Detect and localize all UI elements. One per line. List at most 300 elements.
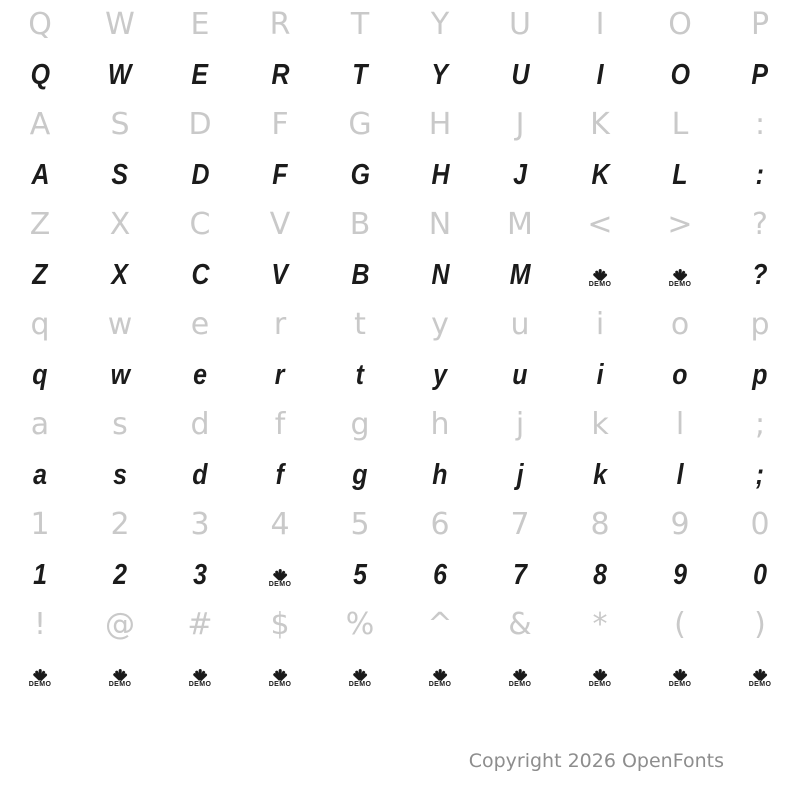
glyph-cell <box>480 200 560 250</box>
glyph-cell <box>480 450 560 500</box>
glyph: 0 <box>753 558 767 591</box>
glyph-cell <box>560 400 640 450</box>
glyph-cell <box>80 50 160 100</box>
glyph-cell <box>480 300 560 350</box>
glyph-cell <box>480 550 560 600</box>
glyph: ) <box>754 607 766 642</box>
glyph-cell <box>560 600 640 650</box>
glyph: ^ <box>427 607 453 642</box>
demo-stamp-icon <box>267 662 293 688</box>
glyph-cell <box>720 300 800 350</box>
glyph-cell <box>400 100 480 150</box>
glyph: w <box>110 358 130 391</box>
glyph-cell <box>400 50 480 100</box>
glyph-cell <box>400 650 480 700</box>
glyph-cell <box>560 250 640 300</box>
glyph-cell <box>160 650 240 700</box>
glyph: J <box>513 158 527 191</box>
glyph: E <box>191 58 209 91</box>
demo-burst-icon <box>590 267 610 280</box>
glyph-cell <box>720 350 800 400</box>
glyph: N <box>430 258 450 291</box>
glyph: r <box>273 307 287 342</box>
demo-burst-icon <box>750 667 770 680</box>
glyph: s <box>112 407 128 442</box>
demo-burst-icon <box>270 567 290 580</box>
glyph-cell <box>560 350 640 400</box>
glyph: l <box>675 407 685 442</box>
demo-stamp-label: DEMO <box>108 681 132 688</box>
demo-stamp-label: DEMO <box>28 681 52 688</box>
glyph: i <box>596 358 604 391</box>
demo-stamp-icon <box>507 662 533 688</box>
glyph-cell <box>720 500 800 550</box>
glyph-cell <box>560 450 640 500</box>
glyph-cell <box>240 200 320 250</box>
glyph: 6 <box>433 558 447 591</box>
glyph: y <box>431 307 449 342</box>
glyph-cell <box>320 250 400 300</box>
glyph-cell <box>80 300 160 350</box>
demo-burst-icon <box>270 667 290 680</box>
glyph-cell <box>480 600 560 650</box>
glyph: 9 <box>670 507 690 542</box>
glyph: Z <box>29 207 51 242</box>
glyph: k <box>593 458 607 491</box>
glyph-cell <box>240 400 320 450</box>
glyph-cell <box>560 200 640 250</box>
glyph: * <box>592 607 608 642</box>
glyph: h <box>430 407 450 442</box>
glyph: y <box>433 358 447 391</box>
glyph: O <box>670 58 690 91</box>
demo-stamp-label: DEMO <box>668 681 692 688</box>
glyph-cell <box>640 550 720 600</box>
glyph-cell <box>720 100 800 150</box>
glyph-cell <box>560 150 640 200</box>
glyph: Y <box>430 7 450 42</box>
glyph: X <box>111 258 129 291</box>
glyph-cell <box>160 50 240 100</box>
glyph-cell <box>80 650 160 700</box>
glyph: V <box>271 258 289 291</box>
glyph: 4 <box>270 507 290 542</box>
glyph-cell <box>240 300 320 350</box>
glyph-cell <box>400 0 480 50</box>
glyph: 6 <box>430 507 450 542</box>
glyph-cell <box>240 250 320 300</box>
glyph: G <box>350 158 370 191</box>
glyph: ; <box>755 458 765 491</box>
demo-stamp-icon <box>187 662 213 688</box>
glyph-cell <box>0 50 80 100</box>
demo-stamp-label: DEMO <box>508 681 532 688</box>
glyph-cell <box>560 0 640 50</box>
glyph: N <box>428 207 452 242</box>
demo-burst-icon <box>190 667 210 680</box>
glyph-cell <box>400 400 480 450</box>
glyph: J <box>515 107 525 142</box>
glyph-cell <box>480 500 560 550</box>
glyph-cell <box>720 400 800 450</box>
glyph-cell <box>640 500 720 550</box>
glyph-cell <box>0 100 80 150</box>
glyph: P <box>751 58 769 91</box>
glyph: 5 <box>353 558 367 591</box>
glyph: ; <box>754 407 766 442</box>
glyph: l <box>676 458 684 491</box>
glyph-cell <box>0 450 80 500</box>
demo-burst-icon <box>590 667 610 680</box>
glyph-cell <box>720 0 800 50</box>
glyph-cell <box>560 300 640 350</box>
demo-stamp-label: DEMO <box>668 281 692 288</box>
glyph: 1 <box>30 507 50 542</box>
glyph-cell <box>400 550 480 600</box>
glyph: L <box>672 158 688 191</box>
glyph-cell <box>480 0 560 50</box>
glyph: @ <box>105 607 135 642</box>
glyph-cell <box>320 650 400 700</box>
glyph-cell <box>160 500 240 550</box>
demo-stamp-label: DEMO <box>268 581 292 588</box>
glyph-cell <box>400 200 480 250</box>
glyph-cell <box>240 600 320 650</box>
glyph-cell <box>80 550 160 600</box>
glyph: u <box>512 358 528 391</box>
glyph: U <box>509 7 531 42</box>
glyph: & <box>508 607 532 642</box>
glyph-cell <box>400 250 480 300</box>
glyph-cell <box>640 50 720 100</box>
glyph: H <box>430 158 450 191</box>
glyph-cell <box>720 450 800 500</box>
demo-stamp-label: DEMO <box>348 681 372 688</box>
glyph-cell <box>320 50 400 100</box>
glyph: p <box>750 307 770 342</box>
glyph: 9 <box>673 558 687 591</box>
glyph-cell <box>560 650 640 700</box>
glyph: P <box>750 7 770 42</box>
glyph-cell <box>480 400 560 450</box>
glyph: R <box>270 58 290 91</box>
demo-burst-icon <box>110 667 130 680</box>
glyph: T <box>352 58 368 91</box>
glyph-cell <box>160 250 240 300</box>
glyph: u <box>510 307 530 342</box>
glyph: q <box>32 358 48 391</box>
glyph: w <box>107 307 133 342</box>
glyph: 5 <box>350 507 370 542</box>
demo-stamp-label: DEMO <box>188 681 212 688</box>
glyph: V <box>269 207 291 242</box>
glyph: Q <box>30 58 50 91</box>
demo-stamp-icon <box>667 662 693 688</box>
glyph-cell <box>80 600 160 650</box>
glyph: W <box>108 58 132 91</box>
glyph: r <box>275 358 285 391</box>
glyph-cell <box>320 200 400 250</box>
glyph-cell <box>400 450 480 500</box>
demo-burst-icon <box>670 267 690 280</box>
glyph: U <box>510 58 530 91</box>
demo-stamp-label: DEMO <box>588 281 612 288</box>
glyph-cell <box>720 200 800 250</box>
glyph-cell <box>160 300 240 350</box>
glyph-cell <box>160 400 240 450</box>
demo-stamp-label: DEMO <box>588 681 612 688</box>
glyph: e <box>190 307 210 342</box>
glyph: I <box>595 7 605 42</box>
glyph: G <box>348 107 372 142</box>
glyph-cell <box>240 500 320 550</box>
glyph: 7 <box>513 558 527 591</box>
glyph: M <box>507 207 533 242</box>
glyph: F <box>271 107 289 142</box>
demo-stamp-icon <box>267 562 293 588</box>
demo-stamp-icon <box>587 662 613 688</box>
glyph-cell <box>400 500 480 550</box>
glyph-cell <box>560 500 640 550</box>
glyph-cell <box>240 650 320 700</box>
glyph-cell <box>560 550 640 600</box>
glyph: A <box>29 107 51 142</box>
glyph-cell <box>480 650 560 700</box>
glyph: a <box>33 458 47 491</box>
demo-stamp-label: DEMO <box>268 681 292 688</box>
glyph-cell <box>80 500 160 550</box>
demo-stamp-icon <box>427 662 453 688</box>
glyph: a <box>30 407 50 442</box>
glyph-cell <box>0 350 80 400</box>
glyph: A <box>30 158 50 191</box>
glyph-cell <box>640 200 720 250</box>
glyph-cell <box>320 400 400 450</box>
glyph: j <box>515 407 525 442</box>
glyph: D <box>188 107 212 142</box>
glyph: T <box>350 7 370 42</box>
glyph: K <box>590 107 610 142</box>
glyph: o <box>672 358 688 391</box>
glyph: : <box>755 158 765 191</box>
glyph: t <box>354 307 366 342</box>
demo-burst-icon <box>350 667 370 680</box>
glyph-cell <box>80 350 160 400</box>
glyph-cell <box>80 200 160 250</box>
glyph-cell <box>160 150 240 200</box>
glyph: d <box>192 458 208 491</box>
glyph-cell <box>240 100 320 150</box>
glyph-cell <box>560 50 640 100</box>
glyph-cell <box>0 0 80 50</box>
glyph: W <box>105 7 135 42</box>
glyph-cell <box>320 100 400 150</box>
glyph: e <box>193 358 207 391</box>
glyph: F <box>272 158 288 191</box>
glyph: j <box>516 458 524 491</box>
glyph-cell <box>0 500 80 550</box>
glyph: S <box>111 158 129 191</box>
glyph: B <box>349 207 371 242</box>
glyph: B <box>350 258 370 291</box>
glyph-cell <box>0 300 80 350</box>
copyright-notice: Copyright 2026 OpenFonts <box>468 750 724 772</box>
glyph-cell <box>720 550 800 600</box>
glyph: k <box>591 407 609 442</box>
glyph-cell <box>80 150 160 200</box>
glyph-cell <box>320 450 400 500</box>
glyph-cell <box>80 0 160 50</box>
glyph-cell <box>160 550 240 600</box>
glyph: ( <box>674 607 686 642</box>
glyph: 3 <box>190 507 210 542</box>
glyph: $ <box>270 607 290 642</box>
glyph-cell <box>0 600 80 650</box>
demo-burst-icon <box>510 667 530 680</box>
glyph: 8 <box>593 558 607 591</box>
glyph-cell <box>160 600 240 650</box>
glyph: # <box>187 607 213 642</box>
glyph: S <box>110 107 130 142</box>
glyph: < <box>587 207 613 242</box>
glyph: i <box>595 307 605 342</box>
demo-stamp-icon <box>747 662 773 688</box>
glyph-cell <box>640 450 720 500</box>
glyph-cell <box>560 100 640 150</box>
glyph-cell <box>640 300 720 350</box>
glyph: o <box>670 307 690 342</box>
demo-stamp-icon <box>667 262 693 288</box>
glyph-cell <box>400 150 480 200</box>
glyph: 3 <box>193 558 207 591</box>
glyph-cell <box>320 150 400 200</box>
glyph-cell <box>0 200 80 250</box>
glyph-cell <box>320 550 400 600</box>
glyph-cell <box>240 450 320 500</box>
glyph: g <box>350 407 370 442</box>
glyph-cell <box>320 300 400 350</box>
glyph-cell <box>80 400 160 450</box>
glyph-cell <box>160 100 240 150</box>
glyph-cell <box>320 600 400 650</box>
glyph-cell <box>320 500 400 550</box>
glyph: O <box>668 7 692 42</box>
glyph: g <box>352 458 368 491</box>
glyph-cell <box>720 150 800 200</box>
demo-burst-icon <box>430 667 450 680</box>
glyph-cell <box>480 250 560 300</box>
glyph: I <box>596 58 604 91</box>
glyph: C <box>189 207 211 242</box>
glyph-cell <box>640 150 720 200</box>
glyph: q <box>30 307 50 342</box>
glyph: f <box>274 407 286 442</box>
glyph: 0 <box>750 507 770 542</box>
glyph: s <box>113 458 127 491</box>
glyph-cell <box>0 400 80 450</box>
glyph-cell <box>240 50 320 100</box>
glyph-cell <box>640 0 720 50</box>
glyph: 2 <box>113 558 127 591</box>
glyph: ? <box>752 207 768 242</box>
glyph-cell <box>0 250 80 300</box>
demo-stamp-icon <box>27 662 53 688</box>
glyph: : <box>754 107 766 142</box>
glyph-cell <box>160 200 240 250</box>
glyph-cell <box>720 250 800 300</box>
glyph: H <box>428 107 452 142</box>
glyph: 7 <box>510 507 530 542</box>
demo-stamp-label: DEMO <box>428 681 452 688</box>
glyph-cell <box>80 100 160 150</box>
glyph: % <box>345 607 375 642</box>
glyph-cell <box>640 600 720 650</box>
glyph-cell <box>640 350 720 400</box>
demo-stamp-icon <box>107 662 133 688</box>
glyph-cell <box>0 150 80 200</box>
glyph-cell <box>80 450 160 500</box>
glyph-cell <box>480 100 560 150</box>
glyph-cell <box>640 250 720 300</box>
glyph: t <box>355 358 365 391</box>
glyph-cell <box>400 600 480 650</box>
glyph: E <box>190 7 210 42</box>
glyph: K <box>590 158 610 191</box>
glyph: > <box>667 207 693 242</box>
demo-stamp-icon <box>587 262 613 288</box>
demo-burst-icon <box>30 667 50 680</box>
glyph-cell <box>240 350 320 400</box>
glyph-cell <box>320 0 400 50</box>
glyph: 8 <box>590 507 610 542</box>
glyph-cell <box>640 650 720 700</box>
glyph-cell <box>640 400 720 450</box>
glyph: 1 <box>33 558 47 591</box>
glyph-cell <box>160 0 240 50</box>
demo-stamp-icon <box>347 662 373 688</box>
glyph-cell <box>160 450 240 500</box>
glyph: f <box>275 458 285 491</box>
glyph-cell <box>320 350 400 400</box>
glyph-cell <box>0 550 80 600</box>
glyph-cell <box>400 350 480 400</box>
glyph: X <box>109 207 131 242</box>
glyph: h <box>432 458 448 491</box>
glyph-cell <box>720 600 800 650</box>
demo-burst-icon <box>670 667 690 680</box>
glyph-cell <box>80 250 160 300</box>
glyph-cell <box>240 550 320 600</box>
glyph: D <box>190 158 210 191</box>
glyph: Z <box>32 258 48 291</box>
glyph-cell <box>160 350 240 400</box>
glyph-cell <box>720 50 800 100</box>
glyph-cell <box>640 100 720 150</box>
glyph-cell <box>720 650 800 700</box>
glyph-cell <box>480 50 560 100</box>
glyph: C <box>190 258 210 291</box>
glyph-cell <box>0 650 80 700</box>
glyph-cell <box>480 150 560 200</box>
demo-stamp-label: DEMO <box>748 681 772 688</box>
glyph: p <box>752 358 768 391</box>
glyph-cell <box>240 150 320 200</box>
glyph: ? <box>752 258 768 291</box>
glyph: L <box>671 107 689 142</box>
glyph: Q <box>28 7 52 42</box>
glyph: Y <box>431 58 449 91</box>
glyph-cell <box>480 350 560 400</box>
